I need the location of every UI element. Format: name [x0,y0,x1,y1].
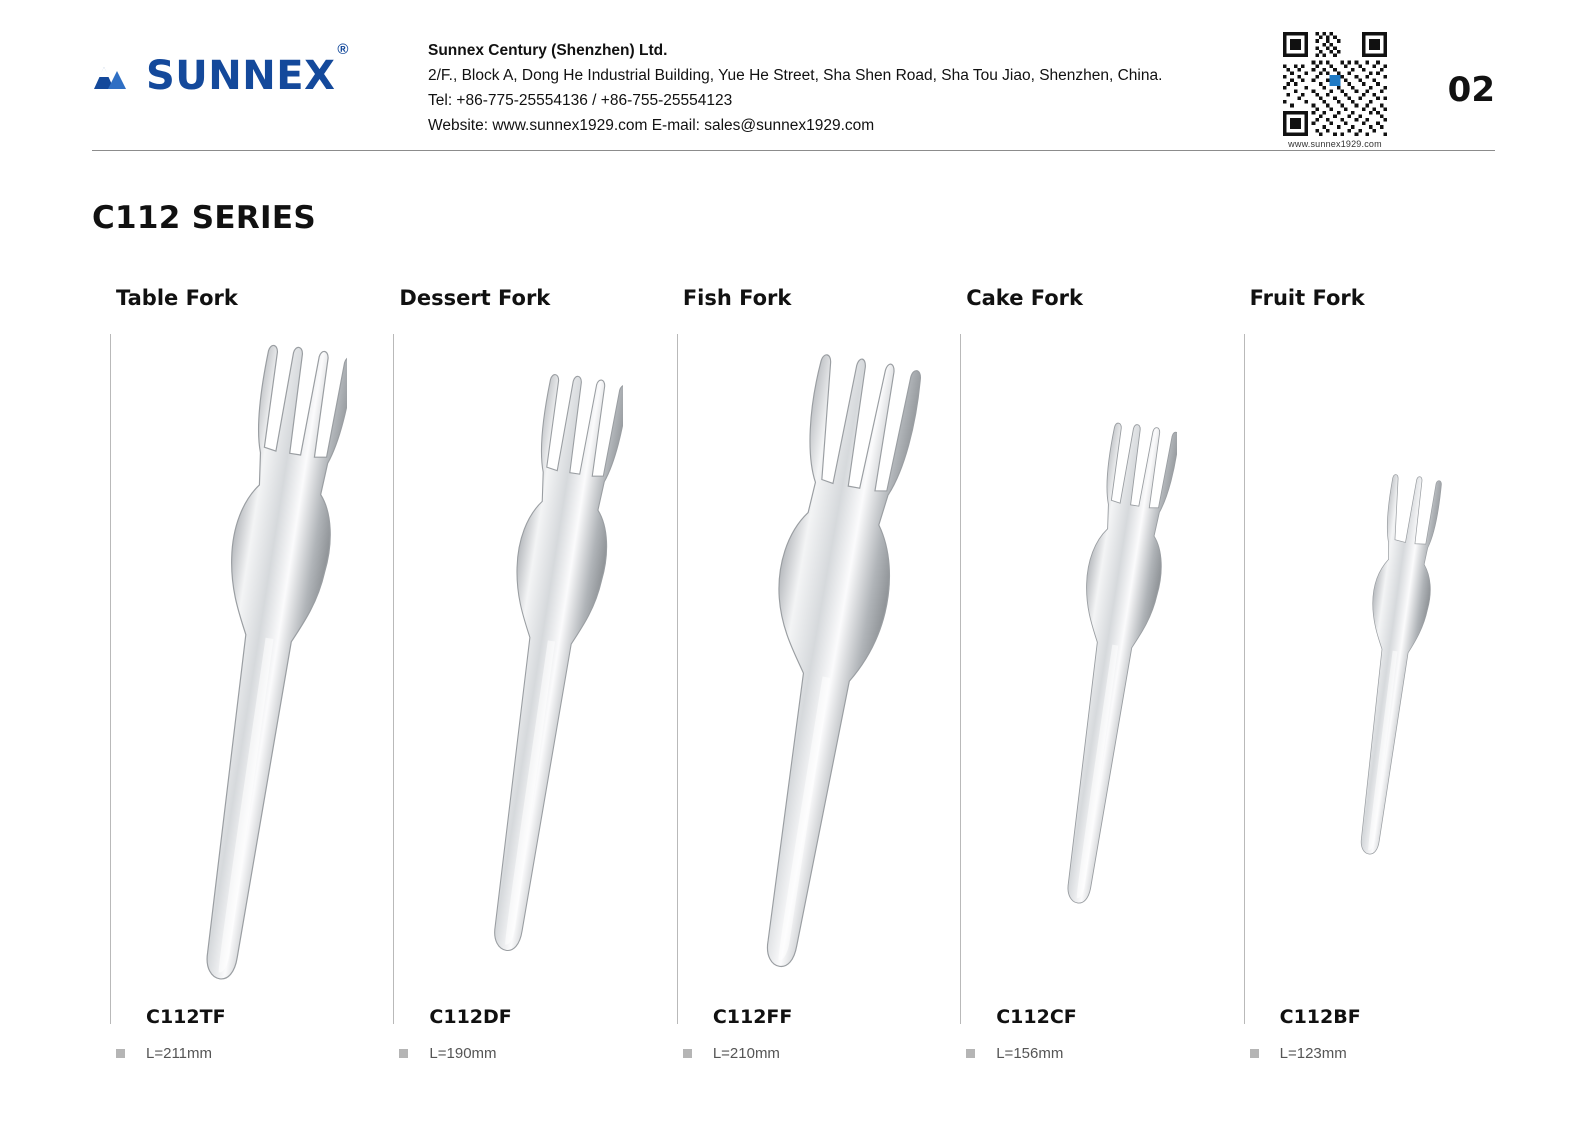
product-code: C112CF [996,1006,1077,1028]
length-marker-icon [1250,1049,1259,1058]
page-title: C112 SERIES [92,200,316,236]
product-length: L=210mm [712,1045,780,1062]
product-length: L=123mm [1279,1045,1347,1062]
product-cell-fruit-fork [1244,286,1527,1076]
fork-illustration [1027,416,1177,916]
product-name: Fish Fork [682,286,792,310]
product-code: C112TF [146,1006,226,1028]
page-number: 02 [1447,70,1495,110]
fish-fork-image [677,334,960,998]
brand-logo [92,30,392,99]
table-fork-image [110,334,393,998]
product-code: C112DF [429,1006,512,1028]
product-name: Dessert Fork [399,286,551,310]
length-marker-icon [966,1049,975,1058]
logo-wordmark [146,41,349,99]
fork-illustration [1325,469,1445,864]
company-info [392,30,1265,138]
product-cell-fish-fork [677,286,960,1076]
company-name: Sunnex Century (Shenzhen) Ltd. [428,42,668,59]
product-length-row [966,1045,1063,1062]
product-length: L=211mm [146,1045,213,1062]
company-address: 2/F., Block A, Dong He Industrial Building, Yue He Street, Sha Shen Road, Sha Tou Jiao, Shenzhen, China. [428,67,1163,85]
product-length-row [116,1045,212,1062]
product-code: C112BF [1279,1006,1361,1028]
product-grid [110,286,1527,1076]
dessert-fork-image [393,334,676,998]
company-web-email: Website: www.sunnex1929.com E-mail: sales@sunnex1929.com [428,117,875,135]
length-marker-icon [399,1049,408,1058]
qr-code-icon [1283,32,1387,136]
product-length: L=156mm [996,1045,1064,1062]
product-code: C112FF [712,1006,793,1028]
length-marker-icon [116,1049,125,1058]
product-length: L=190mm [429,1045,497,1062]
company-tel: Tel: +86-775-25554136 / +86-755-25554123 [428,92,733,110]
product-name: Cake Fork [966,286,1084,310]
product-name: Table Fork [116,286,238,310]
fork-illustration [448,366,623,966]
page-header [92,30,1495,149]
registered-mark: ® [337,41,349,58]
fork-illustration [157,336,347,996]
product-length-row [1250,1045,1347,1062]
product-cell-dessert-fork [393,286,676,1076]
logo-text: SUNNEX [146,53,336,99]
fruit-fork-image [1244,334,1527,998]
qr-code-block [1265,30,1405,149]
sunnex-triangle-logo-icon [92,59,138,93]
product-cell-cake-fork [960,286,1243,1076]
product-name: Fruit Fork [1249,286,1365,310]
fork-illustration [716,346,921,986]
cake-fork-image [960,334,1243,998]
product-cell-table-fork [110,286,393,1076]
qr-caption: www.sunnex1929.com [1288,139,1382,149]
product-length-row [683,1045,780,1062]
product-length-row [399,1045,496,1062]
header-divider [92,150,1495,151]
length-marker-icon [683,1049,692,1058]
